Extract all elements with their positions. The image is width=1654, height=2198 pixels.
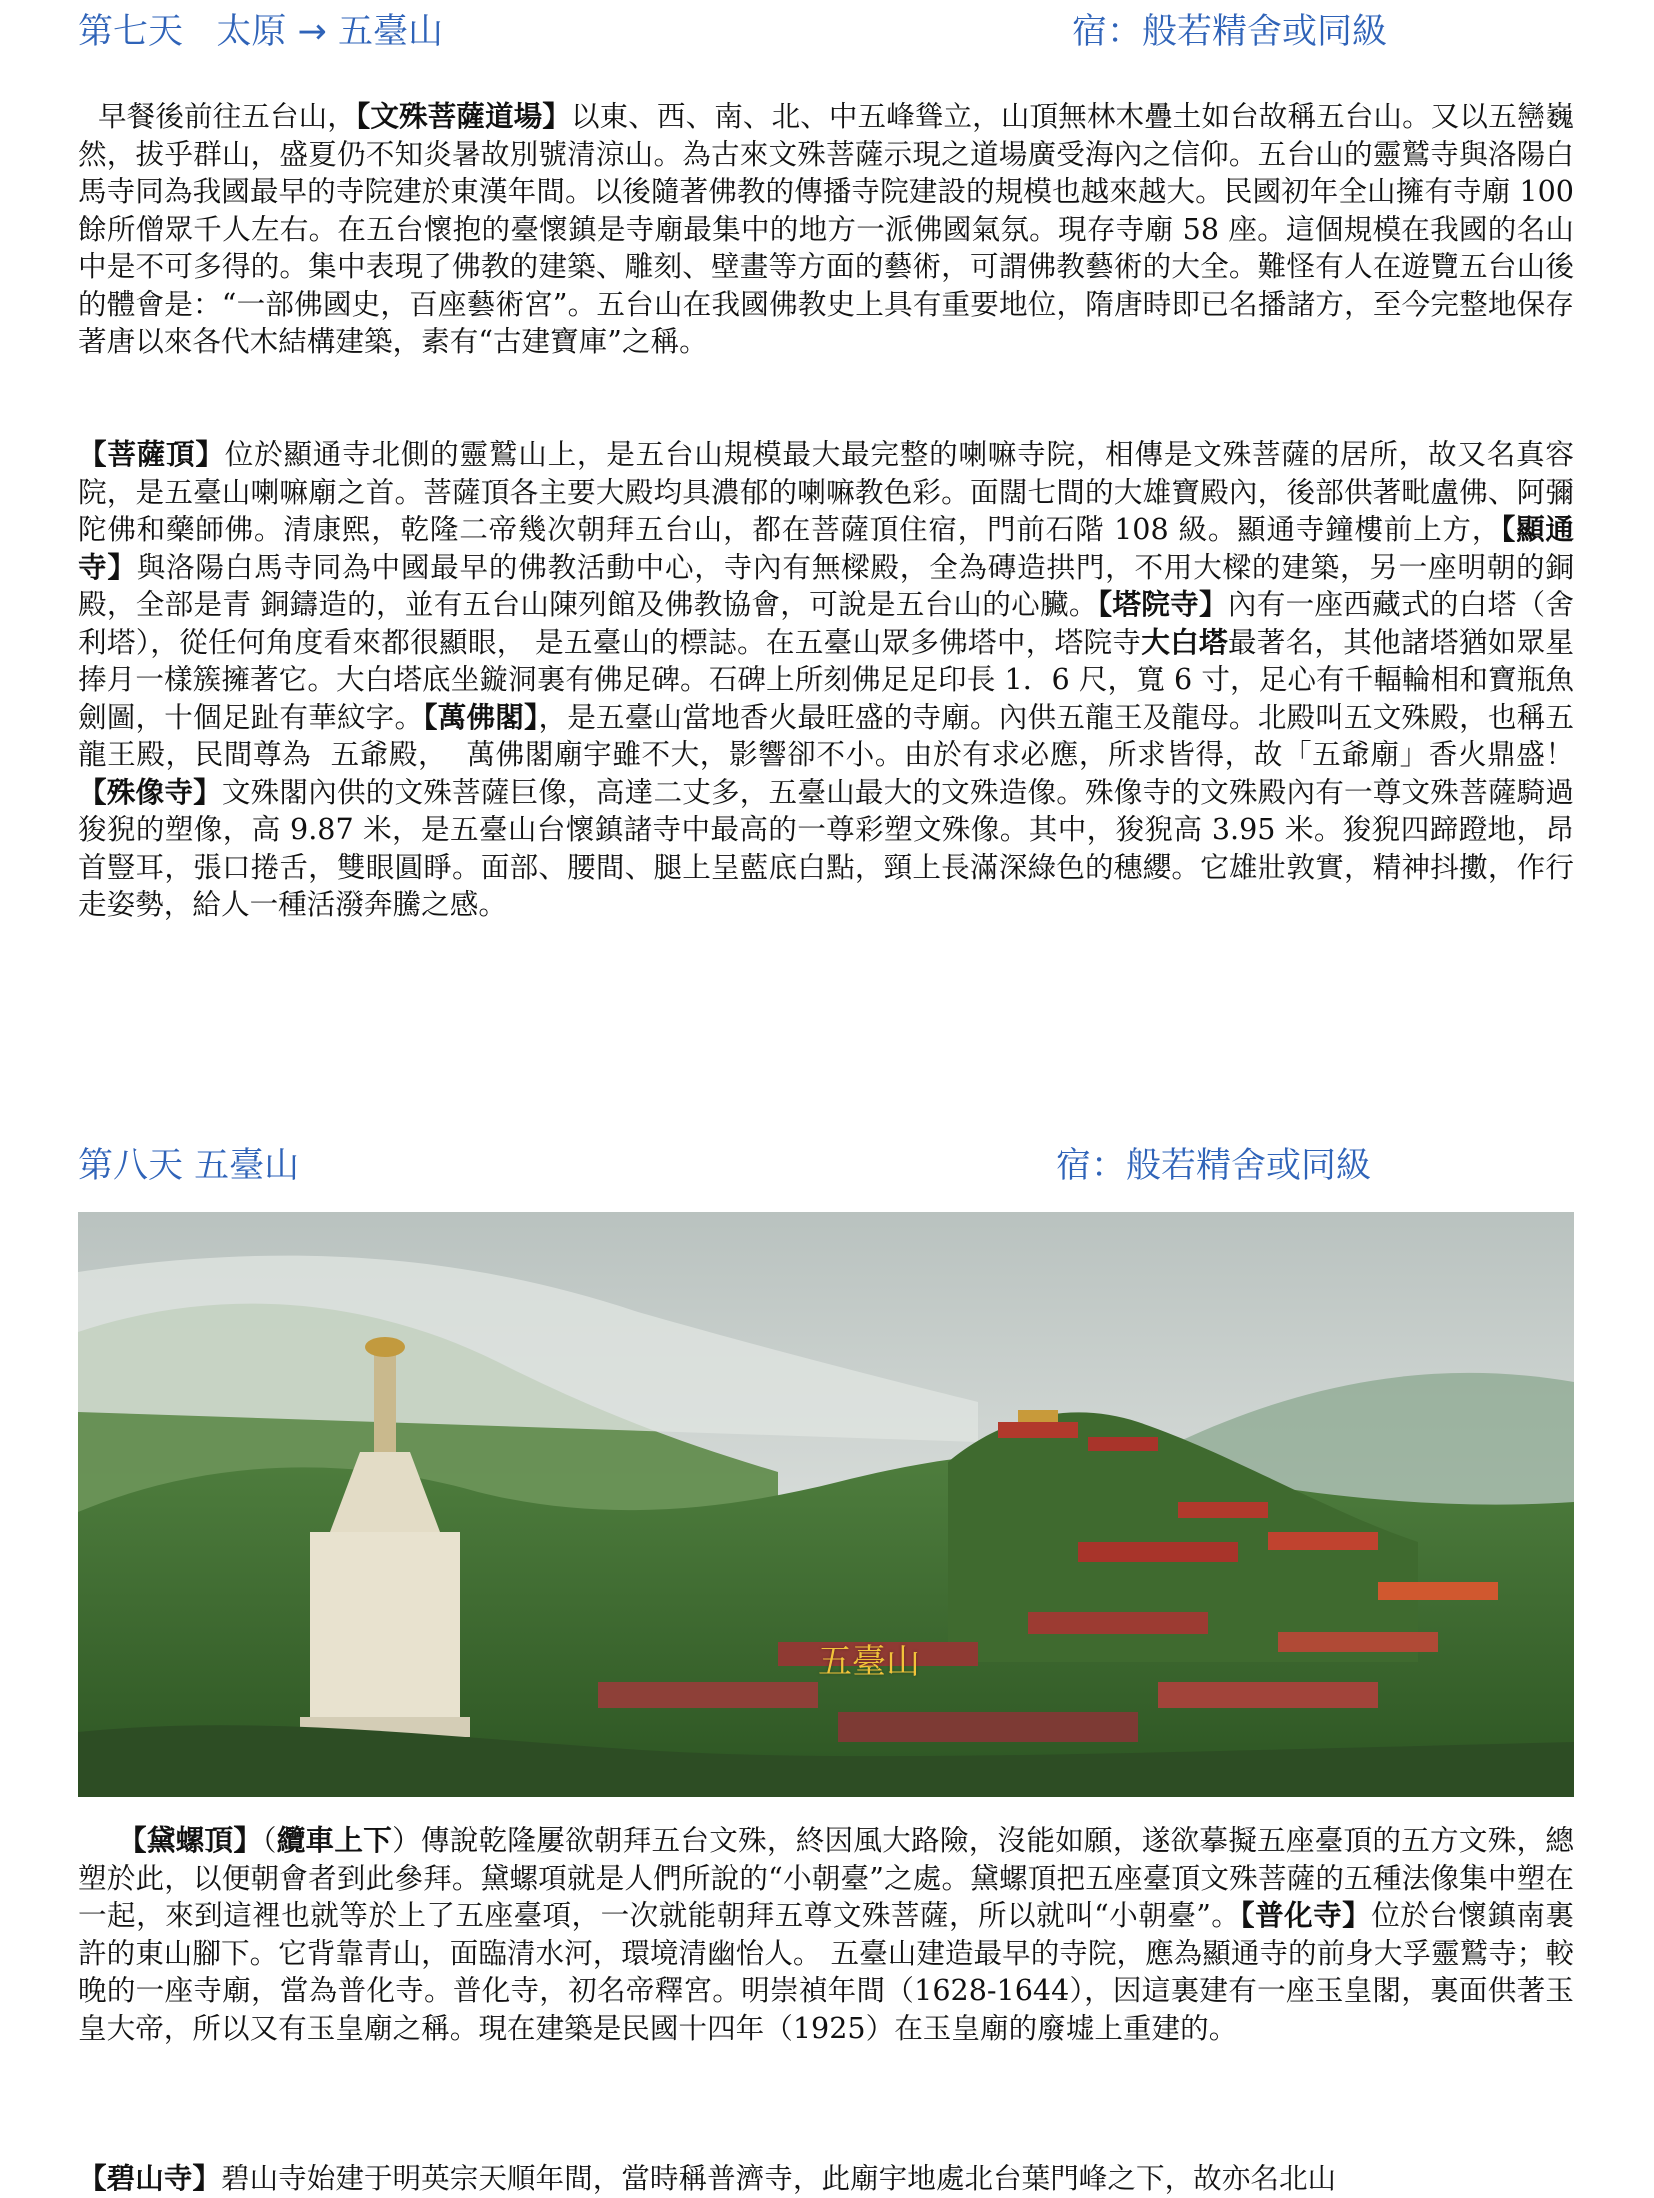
text-run: （ <box>262 1823 277 1857</box>
paragraph-wutaishan-intro <box>78 98 1574 361</box>
day8-title: 第八天 五臺山 <box>78 1146 300 1186</box>
term-great-white-stupa: 大白塔 <box>1141 624 1228 659</box>
term-bishan-temple: 【碧山寺】 <box>78 2161 221 2195</box>
term-pusading: 【菩薩頂】 <box>78 437 225 471</box>
term-shuxiang-temple: 【殊像寺】 <box>78 774 222 809</box>
day7-lodging: 宿：般若精舍或同級 <box>1072 12 1388 52</box>
term-tayuan-temple: 【塔院寺】 <box>1097 587 1228 621</box>
text-run: 與洛陽白馬寺同為中國最早的佛教活動中心，寺內有無樑殿，全為磚造拱門，不用大樑的建築，另一座明朝的銅殿，全部是青 銅鑄造的，並有五台山陳列館及佛教協會，可說是五台山的心臟。 <box>78 549 1574 621</box>
day8-heading <box>78 1138 1574 1194</box>
text-run: 碧山寺始建于明英宗天順年間，當時稱普濟寺，此廟宇地處北台葉門峰之下，故亦名北山 <box>220 2161 1337 2195</box>
text-run: 位於台懷鎮南裏許的東山腳下。它背靠青山，面臨清水河，環境清幽怡人。 五臺山建造最早的寺院，應為顯通寺的前身大孚靈鷲寺；較晚的一座寺廟，當為普化寺。普化寺，初名帝釋宮。明崇禎年間（1628-1644），因這裏建有一座玉皇閣，裏面供著玉皇大帝，所以又有玉皇廟之稱。現在建築是民國十四年（1925）在玉皇廟的廢墟上重建的。 <box>78 1898 1574 2045</box>
paragraph-bishan-temple <box>78 2160 1574 2198</box>
day7-heading <box>78 4 1574 60</box>
day7-title: 第七天 太原 → 五臺山 <box>78 12 443 52</box>
wutaishan-photo <box>78 1212 1574 1797</box>
term-xiantong-temple: 【顯通寺】 <box>78 512 1575 584</box>
term-manjushri-bodhimanda: 【文殊菩薩道場】 <box>355 99 571 133</box>
text-run: 文殊閣內供的文殊菩薩巨像，高達二丈多，五臺山最大的文殊造像。殊像寺的文殊殿內有一尊文殊菩薩騎過狻猊的塑像，高 9.87 米，是五臺山台懷鎮諸寺中最高的一尊彩塑文殊像。其中，狻猊高 3.95 米。狻猊四蹄蹬地，昂首豎耳，張口捲舌，雙眼圓睜。面部、腰間、腿上呈藍底白點，頸上長滿深綠色的穗纓。它雄壯敦實，精神抖擻，作行走姿勢，給人一種活潑奔騰之感。 <box>78 774 1574 921</box>
term-dailuoding: 【黛螺頂】 <box>118 1823 263 1857</box>
term-cable-car: 纜車上下 <box>276 1823 393 1857</box>
text-run: ）傳說乾隆屢欲朝拜五台文殊，終因風大路險，沒能如願，遂欲摹擬五座臺頂的五方文殊，總塑於此，以便朝會者到此參拜。黛螺項就是人們所說的“小朝臺”之處。黛螺頂把五座臺頂文殊菩薩的五種法像集中塑在一起，來到這裡也就等於上了五座臺項，一次就能朝拜五尊文殊菩薩，所以就叫“小朝臺”。 <box>78 1823 1574 1932</box>
paragraph-temples <box>78 436 1602 924</box>
landscape-illustration <box>78 1212 1574 1797</box>
term-wanfo-pavilion: 【萬佛閣】 <box>423 699 539 734</box>
day8-lodging: 宿：般若精舍或同級 <box>1056 1146 1372 1186</box>
paragraph-dailuoding <box>78 1822 1574 2047</box>
text-run: ，是五臺山當地香火最旺盛的寺廟。內供五龍王及龍母。北殿叫五文殊殿，也稱五龍王殿，民間尊為 五爺殿， 萬佛閣廟宇雖不大，影響卻不小。由於有求必應，所求皆得，故「五爺廟」香火鼎盛！ <box>78 699 1602 771</box>
text-run: 內有一座西藏式的白塔（舍利塔），從任何角度看來都很顯眼， 是五臺山的標誌。在五臺山眾多佛塔中，塔院寺 <box>78 587 1574 659</box>
text-run: 最著名，其他諸塔猶如眾星捧月一樣簇擁著它。大白塔底坐鏇洞裏有佛足碑。石碑上所刻佛足足印長 1．6 尺，寬 6 寸，足心有千輻輪相和寶瓶魚劍圖，十個足趾有華紋字。 <box>78 624 1574 734</box>
text-run: 位於顯通寺北側的靈鷲山上，是五台山規模最大最完整的喇嘛寺院，相傳是文殊菩薩的居所，故又名真容院，是五臺山喇嘛廟之首。菩薩頂各主要大殿均具濃郁的喇嘛教色彩。面闊七間的大雄寶殿內，後部供著毗盧佛、阿彌陀佛和藥師佛。清康熙，乾隆二帝幾次朝拜五台山，都在菩薩頂住宿，門前石階 108 級。顯通寺鐘樓前上方， <box>78 437 1574 546</box>
text-run: 早餐後前往五台山， <box>98 99 356 133</box>
term-puhua-temple: 【普化寺】 <box>1240 1898 1372 1932</box>
text-run: 以東、西、南、北、中五峰聳立，山頂無林木疊土如台故稱五台山。又以五巒巍然，拔乎群山，盛夏仍不知炎暑故別號清涼山。為古來文殊菩薩示現之道場廣受海內之信仰。五台山的靈鷲寺與洛陽白馬寺同為我國最早的寺院建於東漢年間。以後隨著佛教的傳播寺院建設的規模也越來越大。民國初年全山擁有寺廟 100 餘所僧眾千人左右。在五台懷抱的臺懷鎮是寺廟最集中的地方一派佛國氣氛。現存寺廟 58 座。這個規模在我國的名山中是不可多得的。集中表現了佛教的建築、雕刻、壁畫等方面的藝術，可謂佛教藝術的大全。難怪有人在遊覽五台山後的體會是：“一部佛國史，百座藝術宮”。五台山在我國佛教史上具有重要地位，隋唐時即已名播諸方，至今完整地保存著唐以來各代木結構建築，素有“古建寶庫”之稱。 <box>78 99 1574 358</box>
photo-caption: 五臺山 <box>818 1642 920 1682</box>
